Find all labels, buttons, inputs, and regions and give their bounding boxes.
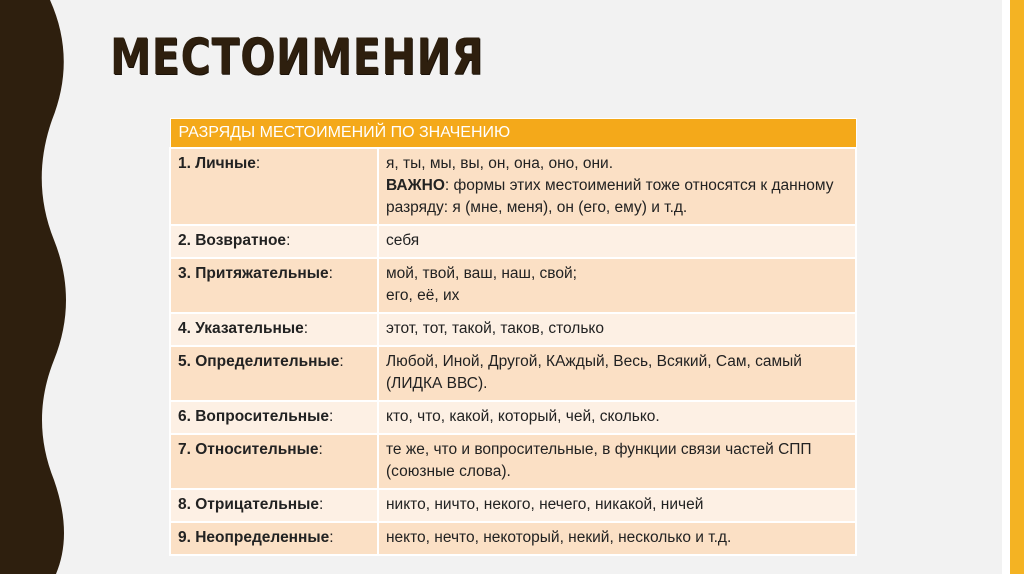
category-examples: никто, ничто, некого, нечего, никакой, ничей [378,489,856,522]
table-row [170,401,856,434]
category-name: 7. Относительные: [170,434,378,489]
category-name: 9. Неопределенные: [170,522,378,555]
table-row [170,346,856,401]
pronoun-categories-table [169,118,857,556]
category-examples: те же, что и вопросительные, в функции связи частей СПП (союзные слова). [378,434,856,489]
right-accent-stripe [1010,0,1024,574]
category-name: 8. Отрицательные: [170,489,378,522]
category-name: 3. Притяжательные: [170,258,378,313]
category-name: 4. Указательные: [170,313,378,346]
category-examples: Любой, Иной, Другой, КАждый, Весь, Всякий, Сам, самый (ЛИДКА ВВС). [378,346,856,401]
right-light-stripe [1002,0,1010,574]
category-name: 2. Возвратное: [170,225,378,258]
category-examples: я, ты, мы, вы, он, она, оно, они. ВАЖНО: формы этих местоимений тоже относятся к данному разряду: я (мне, меня), он (его, ему) и т.д. [378,148,856,225]
category-name: 1. Личные: [170,148,378,225]
category-examples: некто, нечто, некоторый, некий, несколько и т.д. [378,522,856,555]
category-examples: этот, тот, такой, таков, столько [378,313,856,346]
category-examples: кто, что, какой, который, чей, сколько. [378,401,856,434]
left-decorative-band [0,0,72,574]
table-row [170,148,856,225]
important-label: ВАЖНО [386,177,445,194]
table-row [170,258,856,313]
table-row [170,313,856,346]
category-examples: мой, твой, ваш, наш, свой; его, её, их [378,258,856,313]
category-examples: себя [378,225,856,258]
table-header: РАЗРЯДЫ МЕСТОИМЕНИЙ ПО ЗНАЧЕНИЮ [170,119,856,149]
category-name: 5. Определительные: [170,346,378,401]
table-row [170,225,856,258]
slide-title: МЕСТОИМЕНИЯ [110,28,485,86]
table-row [170,434,856,489]
category-name: 6. Вопросительные: [170,401,378,434]
table-row [170,522,856,555]
important-note: : формы этих местоимений тоже относятся к данному разряду: я (мне, меня), он (его, ему) и т.д. [386,177,834,216]
table-row [170,489,856,522]
